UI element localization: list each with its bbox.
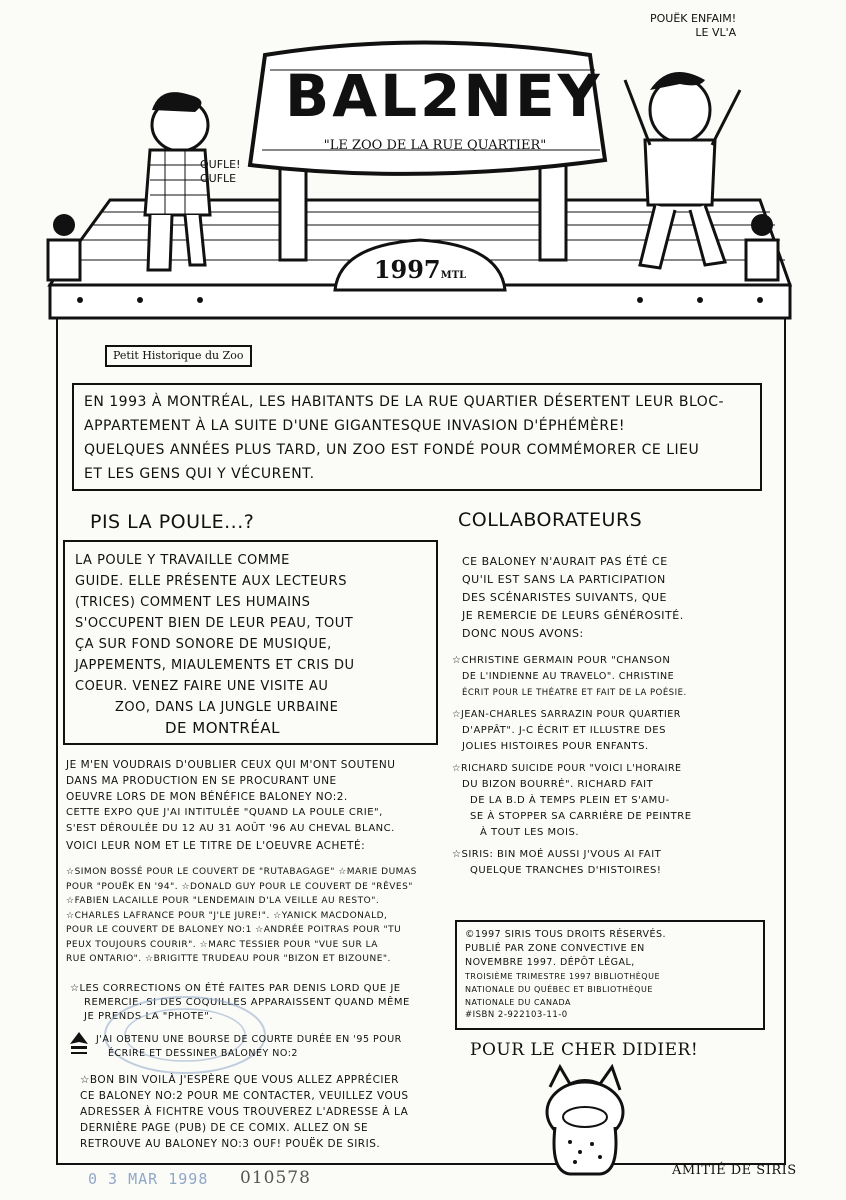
credit-line: À TOUT LES MOIS. — [480, 827, 579, 838]
credit-line: DE LA B.D À TEMPS PLEIN ET S'AMU- — [470, 795, 670, 806]
remerciements-line: S'EST DÉROULÉE DU 12 AU 31 AOÛT '96 AU CHEVAL BLANC. — [66, 823, 395, 834]
credit-line: ÉCRIT POUR LE THÉATRE ET FAIT DE LA POÉSIE. — [462, 688, 687, 698]
buyers-list — [66, 865, 451, 967]
credit-line: DU BIZON BOURRÉ". RICHARD FAIT — [462, 779, 654, 790]
buyer-line: ☆FABIEN LACAILLE POUR "LENDEMAIN D'LA VEILLE AU RESTO". — [66, 896, 380, 906]
copyright-line: PUBLIÉ PAR ZONE CONVECTIVE EN — [465, 943, 645, 954]
collab-intro-line: CE BALONEY N'AURAIT PAS ÉTÉ CE — [462, 555, 668, 568]
historique-box — [72, 383, 762, 491]
speech-left-1: OUFLE! — [200, 158, 241, 171]
poule-title: PIS LA POULE...? — [90, 511, 255, 533]
bourse-line: J'AI OBTENU UNE BOURSE DE COURTE DURÉE EN '95 POUR — [96, 1034, 402, 1045]
year: 1997 — [373, 255, 441, 284]
credit-line: ☆CHRISTINE GERMAIN POUR "CHANSON — [452, 655, 671, 666]
buyer-line: ☆CHARLES LAFRANCE POUR "J'LE JURE!". ☆YANICK MACDONALD, — [66, 910, 388, 921]
credit-line: JOLIES HISTOIRES POUR ENFANTS. — [462, 741, 649, 752]
credit-line: SE À STOPPER SA CARRIÈRE DE PEINTRE — [470, 811, 692, 822]
buyer-line: POUR "POUËK EN '94". ☆DONALD GUY POUR LE COUVERT DE "RÊVES" — [66, 881, 413, 892]
collab-intro-line: JE REMERCIE DE LEURS GÉNÉROSITÉ. — [462, 609, 684, 622]
credit-siris — [452, 847, 772, 879]
credit-jean-charles-sarrazin — [452, 707, 772, 755]
speech-left — [200, 158, 241, 186]
poule-line: ZOO, DANS LA JUNGLE URBAINE — [115, 700, 339, 715]
closing-line: ADRESSER À FICHTRE VOUS TROUVEREZ L'ADRESSE À LA — [80, 1106, 409, 1118]
corrections-line: REMERCIE. SI DES COQUILLES APPARAISSENT QUAND MÊME — [84, 997, 410, 1008]
historique-line: APPARTEMENT À LA SUITE D'UNE GIGANTESQUE INVASION D'ÉPHÉMÈRE! — [84, 418, 626, 434]
logo-subtitle: "LE ZOO DE LA RUE QUARTIER" — [323, 138, 547, 153]
poule-box — [63, 540, 438, 745]
arts-council-logo — [68, 1030, 90, 1070]
cat-doodle — [520, 1062, 650, 1182]
poule-line: DE MONTRÉAL — [165, 719, 280, 737]
historique-line: QUELQUES ANNÉES PLUS TARD, UN ZOO EST FONDÉ POUR COMMÉMORER CE LIEU — [84, 442, 700, 458]
credit-line: ☆SIRIS: BIN MOÉ AUSSI J'VOUS AI FAIT — [452, 849, 662, 860]
bourse-note — [96, 1033, 446, 1061]
copyright-line: TROISIÈME TRIMESTRE 1997 BIBLIOTHÈQUE — [465, 972, 660, 981]
speech-right-2: LE VL'A — [695, 26, 737, 39]
credit-christine-germain — [452, 653, 772, 701]
historique-line: ET LES GENS QUI Y VÉCURENT. — [84, 466, 315, 482]
speech-right-1: POUËK ENFAIM! — [650, 12, 737, 25]
credit-line: D'APPÂT". J-C ÉCRIT ET ILLUSTRE DES — [462, 725, 666, 736]
speech-left-2: OUFLE — [200, 172, 237, 185]
collab-intro-line: DONC NOUS AVONS: — [462, 627, 584, 640]
credit-line: DE L'INDIENNE AU TRAVELO". CHRISTINE — [462, 671, 675, 682]
poule-line: LA POULE Y TRAVAILLE COMME — [75, 553, 290, 568]
poule-line: COEUR. VENEZ FAIRE UNE VISITE AU — [75, 679, 329, 694]
copyright-line: #ISBN 2-922103-11-0 — [465, 1010, 568, 1020]
year-badge — [365, 255, 475, 284]
collaborateurs-title: COLLABORATEURS — [458, 509, 643, 531]
inventory-number: 010578 — [240, 1168, 311, 1188]
poule-line: GUIDE. ELLE PRÉSENTE AUX LECTEURS — [75, 574, 347, 589]
collab-intro-line: DES SCÉNARISTES SUIVANTS, QUE — [462, 591, 667, 604]
poule-line: S'OCCUPENT BIEN DE LEUR PEAU, TOUT — [75, 616, 354, 631]
buyer-line: POUR LE COUVERT DE BALONEY NO:1 ☆ANDRÉE POITRAS POUR "TU — [66, 925, 402, 935]
closing-line: RETROUVE AU BALONEY NO:3 OUF! POUËK DE SIRIS. — [80, 1138, 381, 1150]
historique-line: EN 1993 À MONTRÉAL, LES HABITANTS DE LA RUE QUARTIER DÉSERTENT LEUR BLOC- — [84, 394, 725, 410]
copyright-line: NATIONALE DU CANADA — [465, 998, 571, 1007]
speech-right — [650, 12, 736, 40]
credit-richard-suicide — [452, 761, 772, 841]
remerciements-line: DANS MA PRODUCTION EN SE PROCURANT UNE — [66, 775, 337, 787]
logo-title: BAL2NEY — [285, 62, 603, 130]
bourse-line: ÉCRIRE ET DESSINER BALONEY NO:2 — [108, 1048, 298, 1059]
copyright-line: NATIONALE DU QUÉBEC ET BIBLIOTHÈQUE — [465, 985, 653, 994]
buyer-line: RUE ONTARIO". ☆BRIGITTE TRUDEAU POUR "BIZON ET BIZOUNE". — [66, 954, 391, 964]
remerciements-block — [66, 757, 446, 855]
credits-list — [452, 653, 772, 885]
buyer-line: PEUX TOUJOURS COURIR". ☆MARC TESSIER POUR "VUE SUR LA — [66, 939, 378, 950]
header-illustration — [0, 0, 846, 345]
closing-line: DERNIÈRE PAGE (PUB) DE CE COMIX. ALLEZ ON SE — [80, 1122, 369, 1134]
historique-label: Petit Historique du Zoo — [105, 345, 252, 367]
copyright-line: ©1997 SIRIS TOUS DROITS RÉSERVÉS. — [465, 929, 667, 940]
remerciements-line: VOICI LEUR NOM ET LE TITRE DE L'OEUVRE ACHETÉ: — [66, 840, 366, 852]
copyright-box — [455, 920, 765, 1030]
collaborateurs-intro — [462, 553, 762, 643]
credit-line: QUELQUE TRANCHES D'HISTOIRES! — [470, 865, 662, 876]
corrections-line: JE PRENDS LA "PHOTE". — [84, 1011, 213, 1022]
buyer-line: ☆SIMON BOSSÉ POUR LE COUVERT DE "RUTABAGAGE" ☆MARIE DUMAS — [66, 867, 417, 877]
poule-line: JAPPEMENTS, MIAULEMENTS ET CRIS DU — [75, 658, 355, 673]
dedication: POUR LE CHER DIDIER! — [470, 1040, 699, 1060]
poule-line: ÇA SUR FOND SONORE DE MUSIQUE, — [75, 637, 332, 652]
remerciements-line: CETTE EXPO QUE J'AI INTITULÉE "QUAND LA POULE CRIE", — [66, 807, 383, 818]
collab-intro-line: QU'IL EST SANS LA PARTICIPATION — [462, 573, 666, 586]
closing-note — [80, 1072, 460, 1152]
signature: AMITIÉ DE SIRIS — [672, 1163, 797, 1178]
remerciements-line: OEUVRE LORS DE MON BÉNÉFICE BALONEY NO:2. — [66, 791, 348, 803]
remerciements-line: JE M'EN VOUDRAIS D'OUBLIER CEUX QUI M'ONT SOUTENU — [66, 759, 396, 771]
closing-line: CE BALONEY NO:2 POUR ME CONTACTER, VEUILLEZ VOUS — [80, 1090, 409, 1102]
closing-line: ☆BON BIN VOILÀ J'ESPÈRE QUE VOUS ALLEZ APPRÉCIER — [80, 1074, 399, 1086]
corrections-line: ☆LES CORRECTIONS ON ÉTÉ FAITES PAR DENIS LORD QUE JE — [70, 983, 401, 994]
poule-line: (TRICES) COMMENT LES HUMAINS — [75, 595, 311, 610]
city: MTL — [440, 270, 467, 281]
credit-line: ☆JEAN-CHARLES SARRAZIN POUR QUARTIER — [452, 709, 681, 720]
credit-line: ☆RICHARD SUICIDE POUR "VOICI L'HORAIRE — [452, 763, 682, 774]
date-stamp: 0 3 MAR 1998 — [88, 1170, 209, 1188]
copyright-line: NOVEMBRE 1997. DÉPÔT LÉGAL, — [465, 957, 635, 968]
